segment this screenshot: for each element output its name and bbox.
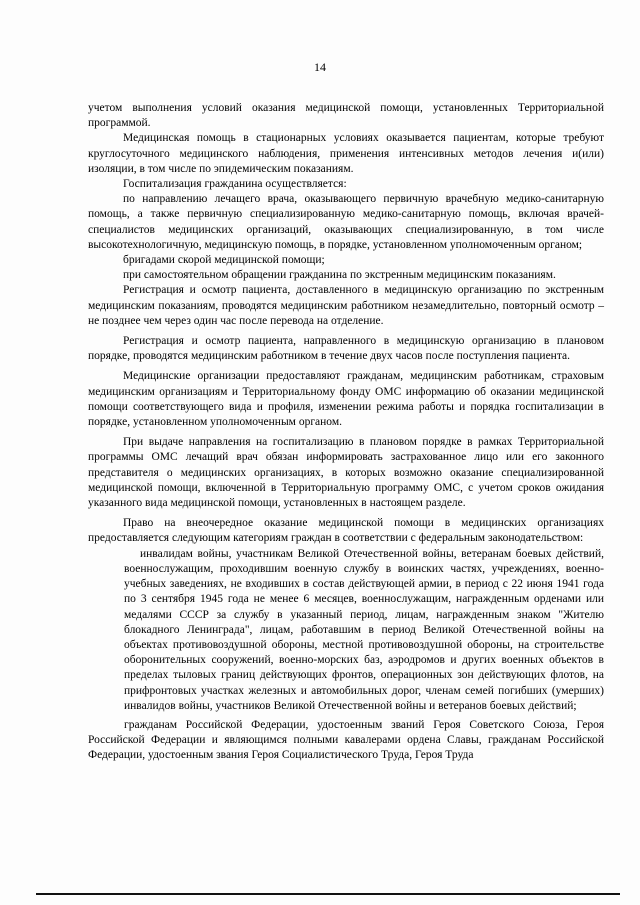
paragraph-6: при самостоятельном обращении гражданина по экстренным медицинским показаниям. [123,269,556,282]
document-body [88,101,604,764]
paragraph-3: Госпитализация гражданина осуществляется: [123,178,347,191]
paragraph-9: Медицинские организации предоставляют гражданам, медицинским работникам, страховым медицинским организациям и Территориальному фонду ОМС информацию об оказании медицинской помощи соответствующего вида и профиля, изменении режима работы и порядка госпитализации в порядке, установленном уполномоченным органом. [88,370,604,429]
paragraph-2: Медицинская помощь в стационарных условиях оказывается пациентам, которые требуют круглосуточного медицинского наблюдения, применения интенсивных методов лечения и(или) изоляции, в том числе по эпидемическим показаниям. [88,132,604,175]
paragraph-13: гражданам Российской Федерации, удостоенным званий Героя Советского Союза, Героя Российской Федерации и являющимся полными кавалерами ордена Славы, гражданам Российской Федерации, удостоенным звания Героя Социалистического Труда, Героя Труда [88,718,604,762]
paragraph-10: При выдаче направления на госпитализацию в плановом порядке в рамках Территориальной программы ОМС лечащий врач обязан информировать застрахованное лицо или его законного представителя о медицинских организациях, в которых возможно оказание специализированной медицинской помощи, включенной в Территориальную программу ОМС, с учетом сроков ожидания указанного вида медицинской помощи, установленных в настоящем разделе. [88,436,604,510]
paragraph-5: бригадами скорой медицинской помощи; [123,254,325,267]
paragraph-7: Регистрация и осмотр пациента, доставленного в медицинскую организацию по экстренным медицинским показаниям, проводятся медицинским работником незамедлительно, повторный осмотр – не позднее чем через один час после перевода на отделение. [88,284,604,327]
paragraph-4: по направлению лечащего врача, оказывающего первичную врачебную медико-санитарную помощь, а также первичную специализированную медико-санитарную помощь, включая врачей-специалистов медицинских организаций, оказывающих специализированную, в том числе высокотехнологичную, медицинскую помощь, в порядке, установленном уполномоченным органом; [88,193,604,251]
bottom-rule [36,893,620,895]
paragraph-8: Регистрация и осмотр пациента, направленного в медицинскую организацию в плановом порядке, проводятся медицинским работником в течение двух часов после поступления пациента. [88,335,604,363]
page-number: 14 [314,60,326,74]
paragraph-1: учетом выполнения условий оказания медицинской помощи, установленных Территориальной программой. [88,102,604,130]
paragraph-11: Право на внеочередное оказание медицинской помощи в медицинских организациях предоставляется следующим категориям граждан в соответствии с федеральным законодательством: [88,517,604,545]
paragraph-12: инвалидам войны, участникам Великой Отечественной войны, ветеранам боевых действий, военнослужащим, проходившим военную службу в воинских частях, учреждениях, военно-учебных заведениях, не входивших в состав действующей армии, в период с 22 июня 1941 года по 3 сентября 1945 года не менее 6 месяцев, военнослужащим, награжденным орденами или медалями СССР за службу в указанный период, лицам, награжденным знаком "Жителю блокадного Ленинграда", лицам, работавшим в период Великой Отечественной войны на объектах противовоздушной обороны, местной противовоздушной обороны, на строительстве оборонительных сооружений, военно-морских баз, аэродромов и других военных объектов в пределах тыловых границ действующих фронтов, операционных зон действующих флотов, на прифронтовых участках железных и автомобильных дорог, членам семей погибших (умерших) инвалидов войны, участников Великой Отечественной войны и ветеранов боевых действий; [124,547,604,712]
